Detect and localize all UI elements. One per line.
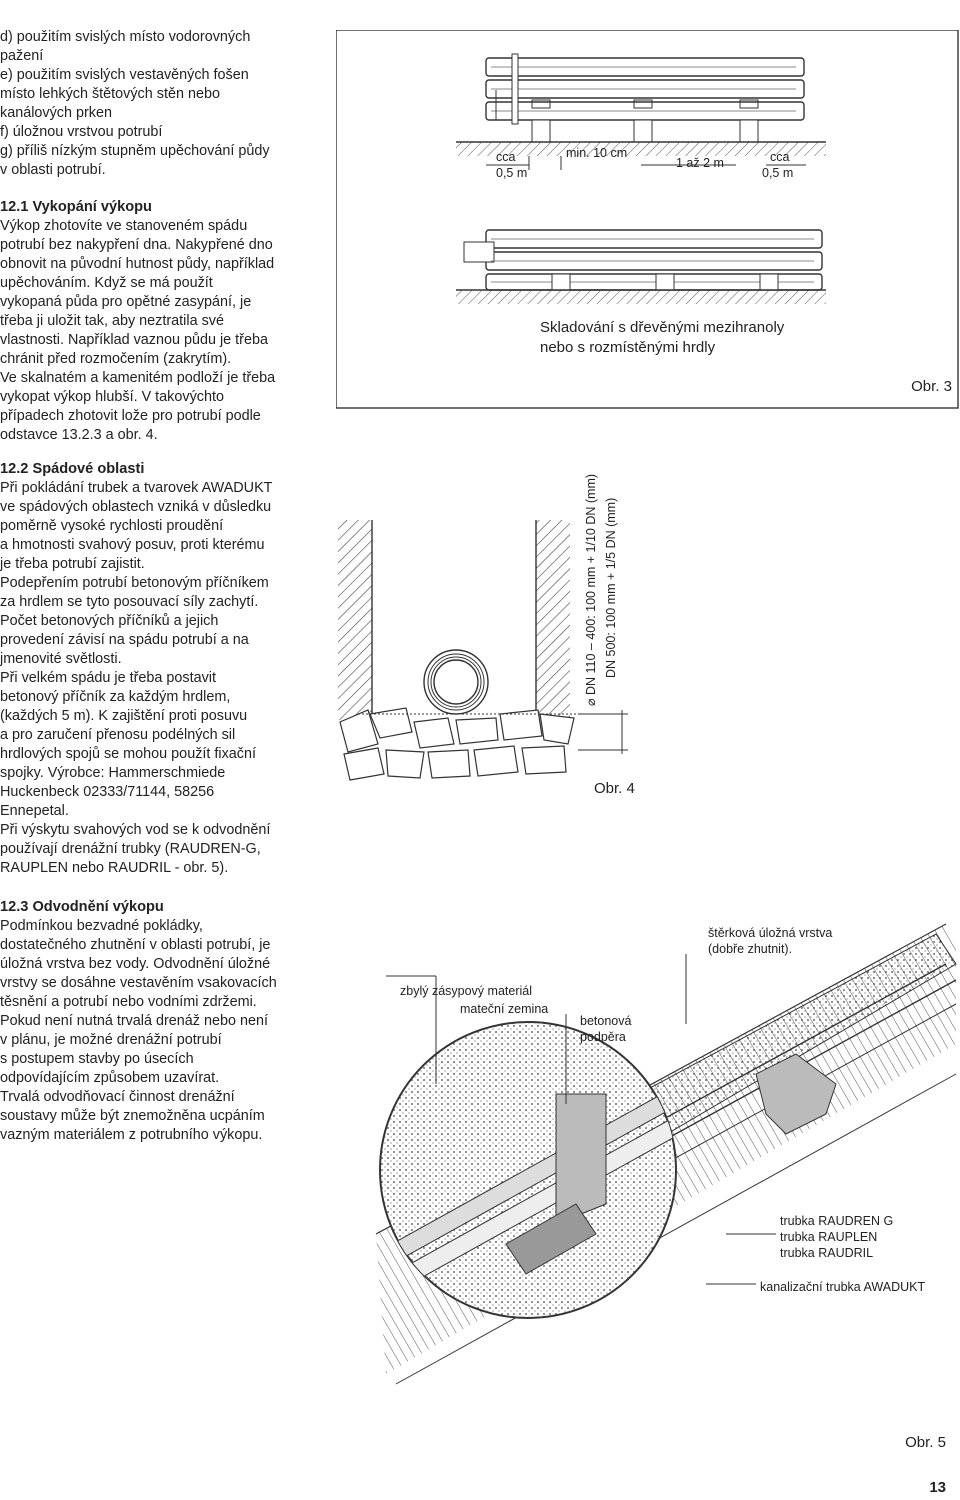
list-line: f) úložnou vrstvou potrubí xyxy=(0,124,163,140)
paragraph-line: vazným materiálem z potrubního výkopu. xyxy=(0,1127,263,1143)
paragraph-line: ve spádových oblastech vzniká v důsledku xyxy=(0,499,272,515)
label-gravel-line1: štěrková úložná vrstva xyxy=(708,926,833,940)
paragraph-line: používají drenážní trubky (RAUDREN-G, xyxy=(0,841,261,857)
paragraph-line: dostatečného zhutnění v oblasti potrubí, je xyxy=(0,937,271,953)
paragraph-line: soustavy může být znemožněna ucpáním xyxy=(0,1108,265,1124)
page-number: 13 xyxy=(929,1479,946,1496)
paragraph-line: (každých 5 m). K zajištění proti posuvu xyxy=(0,708,248,724)
paragraph-line: je třeba potrubí zajistit. xyxy=(0,556,145,572)
list-line: d) použitím svislých místo vodorovných xyxy=(0,29,251,45)
list-line: pažení xyxy=(0,48,44,64)
paragraph-line: potrubí bez nakypření dna. Nakypřené dno xyxy=(0,237,273,253)
label-drain-2: trubka RAUPLEN xyxy=(780,1230,878,1244)
paragraph-line: vykopat výkop hlubší. V takovýchto xyxy=(0,389,224,405)
figure-4 xyxy=(328,473,658,802)
list-line: g) příliš nízkým stupněm upěchování půdy xyxy=(0,143,270,159)
fig5-label: Obr. 5 xyxy=(905,1434,946,1451)
paragraph-line: s postupem stavby po úsecích xyxy=(0,1051,194,1067)
label-drain-1: trubka RAUDREN G xyxy=(780,1214,894,1228)
paragraph-line: spojky. Výrobce: Hammerschmiede xyxy=(0,765,226,781)
paragraph-line: Výkop zhotovíte ve stanoveném spádu xyxy=(0,218,248,234)
paragraph-line: Podepřením potrubí betonovým příčníkem xyxy=(0,575,269,591)
list-line: místo lehkých štětových stěn nebo xyxy=(0,86,220,102)
upper-pipe-stack xyxy=(456,54,826,156)
label-backfill: zbylý zásypový materiál xyxy=(400,984,532,998)
pipe-circle xyxy=(424,650,488,714)
paragraph-line: betonový příčník za každým hrdlem, xyxy=(0,689,231,705)
section-heading: 12.3 Odvodnění výkopu xyxy=(0,899,164,915)
paragraph-line: jmenovité světlosti. xyxy=(0,651,122,667)
paragraph-line: za hrdlem se tyto posouvací síly zachytí. xyxy=(0,594,259,610)
paragraph-line: odpovídajícím způsobem uzavírat. xyxy=(0,1070,220,1086)
paragraph-line: provedení závisí na spádu potrubí a na xyxy=(0,632,249,648)
section-12-2 xyxy=(0,460,296,878)
dim-min: min. 10 cm xyxy=(566,146,628,160)
dim-right-top: cca xyxy=(770,150,790,164)
paragraph-line: Počet betonových příčníků a jejich xyxy=(0,613,219,629)
paragraph-line: Trvalá odvodňovací činnost drenážní xyxy=(0,1089,235,1105)
paragraph-line: Ve skalnatém a kamenitém podloží je třeba xyxy=(0,370,276,386)
label-concrete-line1: betonová xyxy=(580,1014,632,1028)
section-12-3 xyxy=(0,898,296,1145)
paragraph-line: Při výskytu svahových vod se k odvodnění xyxy=(0,822,271,838)
paragraph-line: v plánu, je možné drenážní potrubí xyxy=(0,1032,222,1048)
paragraph-line: RAUPLEN nebo RAUDRIL - obr. 5). xyxy=(0,860,229,876)
fig3-label: Obr. 3 xyxy=(911,378,952,395)
section-12-1 xyxy=(0,198,296,445)
lower-pipe-stack xyxy=(456,230,826,304)
fig3-caption-line2: nebo s rozmístěnými hrdly xyxy=(540,339,716,356)
list-line: v oblasti potrubí. xyxy=(0,162,106,178)
dim-right-bottom: 0,5 m xyxy=(762,166,794,180)
paragraph-line: chránit před rozmočením (zakrytím). xyxy=(0,351,232,367)
paragraph-line: poměrně vysoké rychlosti proudění xyxy=(0,518,224,534)
paragraph-line: a hmotnosti svahový posuv, proti kterému xyxy=(0,537,265,553)
list-line: e) použitím svislých vestavěných fošen xyxy=(0,67,249,83)
paragraph-line: hrdlových spojů se mohou použít fixační xyxy=(0,746,256,762)
label-concrete-line2: podpěra xyxy=(580,1030,626,1044)
paragraph-line: těsnění a potrubí nebo vodními zdržemi. xyxy=(0,994,257,1010)
paragraph-line: a pro zaručení přenosu podélných sil xyxy=(0,727,236,743)
label-drain-3: trubka RAUDRIL xyxy=(780,1246,874,1260)
figure-5 xyxy=(356,904,960,1460)
list-line: kanálových prken xyxy=(0,105,112,121)
paragraph-line: případech zhotovit lože pro potrubí podle xyxy=(0,408,261,424)
paragraph-line: Při pokládání trubek a tvarovek AWADUKT xyxy=(0,480,273,496)
paragraph-line: vykopaná půda pro opětné zasypání, je xyxy=(0,294,252,310)
intro-list xyxy=(0,28,296,180)
paragraph-line: obnovit na původní hutnost půdy, například xyxy=(0,256,275,272)
fig3-caption-line1: Skladování s dřevěnými mezihranoly xyxy=(540,319,785,336)
fig4-dim-line2: DN 500: 100 mm + 1/5 DN (mm) xyxy=(604,497,618,678)
section-heading: 12.2 Spádové oblasti xyxy=(0,461,145,477)
label-native-soil: mateční zemina xyxy=(460,1002,549,1016)
paragraph-line: třeba ji uložit tak, aby neztratila své xyxy=(0,313,224,329)
figure-3 xyxy=(336,30,960,410)
dim-left-bottom: 0,5 m xyxy=(496,166,528,180)
fig4-dim-line1: ⌀ DN 110 – 400: 100 mm + 1/10 DN (mm) xyxy=(584,473,598,706)
paragraph-line: úložná vrstva bez vody. Odvodnění úložné xyxy=(0,956,271,972)
paragraph-line: vrstvy se dosáhne vestavěním vsakovacích xyxy=(0,975,277,991)
dim-mid: 1 až 2 m xyxy=(676,156,724,170)
paragraph-line: Pokud není nutná trvalá drenáž nebo není xyxy=(0,1013,269,1029)
section-heading: 12.1 Vykopání výkopu xyxy=(0,199,152,215)
paragraph-line: vlastnosti. Například vaznou půdu je třeba xyxy=(0,332,268,348)
label-gravel-line2: (dobře zhutnit). xyxy=(708,942,793,956)
rock-bed xyxy=(340,708,574,780)
paragraph-line: Ennepetal. xyxy=(0,803,69,819)
dim-left-top: cca xyxy=(496,150,516,164)
paragraph-line: Huckenbeck 02333/71144, 58256 xyxy=(0,784,215,800)
paragraph-line: upěchováním. Když se má použít xyxy=(0,275,213,291)
paragraph-line: Při velkém spádu je třeba postavit xyxy=(0,670,216,686)
paragraph-line: Podmínkou bezvadné pokládky, xyxy=(0,918,203,934)
fig4-label: Obr. 4 xyxy=(594,780,635,797)
label-sewer-pipe: kanalizační trubka AWADUKT xyxy=(760,1280,926,1294)
paragraph-line: odstavce 13.2.3 a obr. 4. xyxy=(0,427,158,443)
